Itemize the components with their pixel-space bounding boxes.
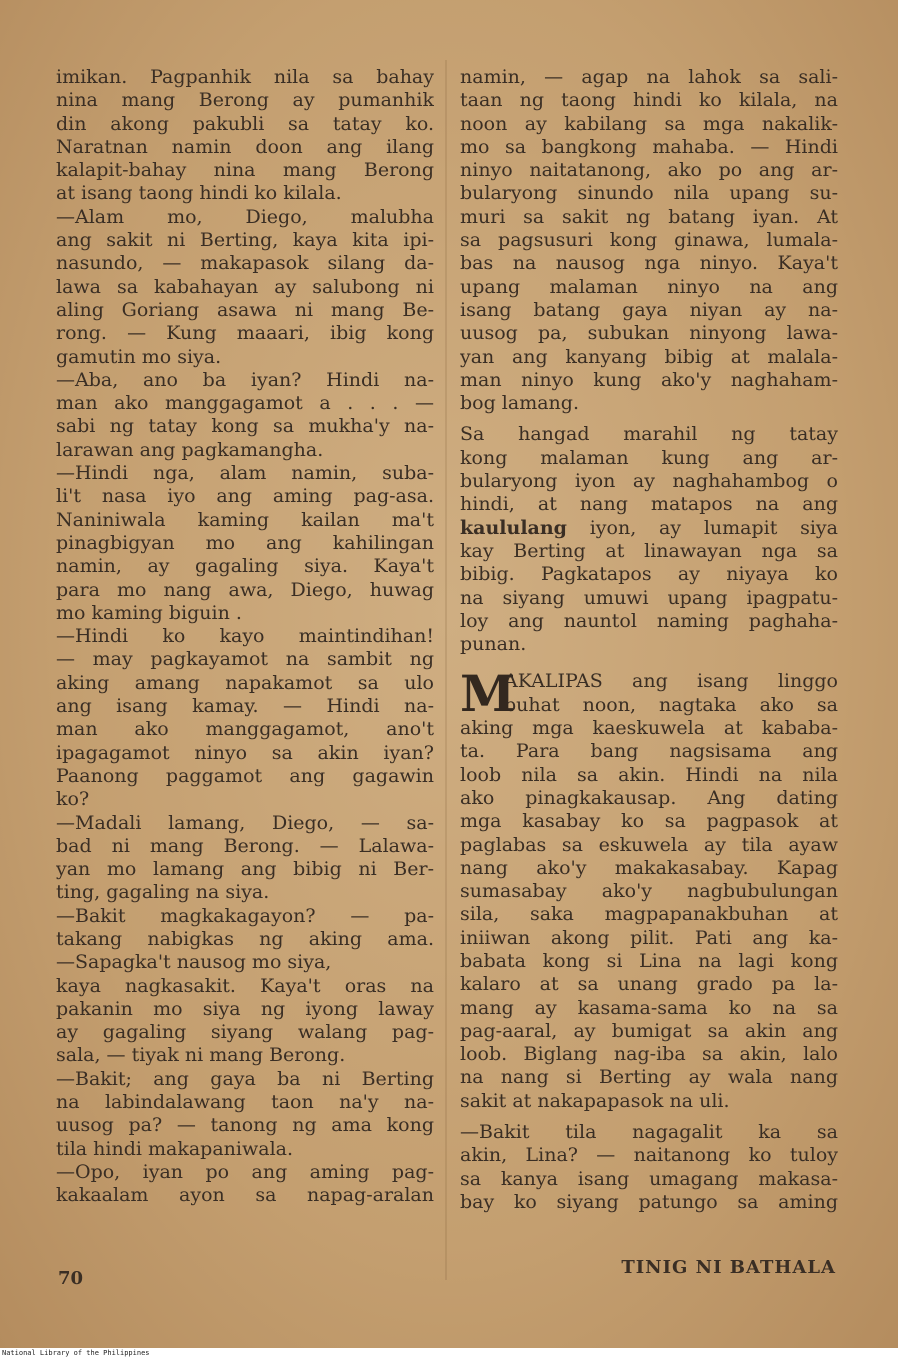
text-line: na siyang umuwi upang ipagpatu- (460, 586, 838, 609)
text-line: nina mang Berong ay pumanhik (56, 89, 434, 112)
left-column (56, 66, 434, 1208)
text-line: rong. — Kung maaari, ibig kong (56, 322, 434, 345)
text-line: para mo nang awa, Diego, huwag (56, 578, 434, 601)
text-line: lawa sa kabahayan ay salubong ni (56, 275, 434, 298)
drop-cap: M (460, 664, 516, 724)
text-line: namin, — agap na lahok sa sali- (460, 66, 838, 88)
text-line: ang sakit ni Berting, kaya kita ipi- (56, 229, 434, 252)
text-line: larawan ang pagkamangha. (56, 438, 324, 461)
text-line: akin, Lina? — naitanong ko tuloy (460, 1144, 838, 1167)
text-line: sabi ng tatay kong sa mukha'y na- (56, 415, 434, 438)
text-line: pakanin mo siya ng iyong laway (56, 997, 434, 1020)
text-line: Naratnan namin doon ang ilang (56, 135, 434, 158)
text-line: ako pinagkakausap. Ang dating (460, 786, 838, 809)
text-line: at isang taong hindi ko kilala. (56, 182, 342, 205)
text-line: man ako manggagamot, ano't (56, 718, 434, 741)
paragraph-makalipas (460, 664, 838, 1113)
text-line: mang ay kasama-sama ko na sa (460, 996, 838, 1019)
text-line: buhat noon, nagtaka ako sa (504, 693, 838, 716)
text-line: kakaalam ayon sa napag-aralan (56, 1184, 434, 1207)
paragraph-lina-question (460, 1121, 838, 1214)
text-line: li't nasa iyo ang aming pag-asa. (56, 485, 434, 508)
text-line: imikan. Pagpanhik nila sa bahay (56, 66, 434, 88)
text-line: man ninyo kung ako'y naghaham- (460, 368, 838, 391)
text-line: man ako manggagamot a . . . — (56, 392, 434, 415)
text-line: nang ako'y makakasabay. Kapag (460, 856, 838, 879)
text-line: babata kong si Lina na lagi kong (460, 949, 838, 972)
text-line: noon ay kabilang sa mga nakalik- (460, 112, 838, 135)
text-line: iniiwan akong pilit. Pati ang ka- (460, 926, 838, 949)
text-line: gamutin mo siya. (56, 345, 222, 368)
column-gutter (445, 60, 447, 1280)
text-line: bibig. Pagkatapos ay niyaya ko (460, 563, 838, 586)
text-line: na labindalawang taon na'y na- (56, 1091, 434, 1114)
text-line: hindi, at nang matapos na ang (460, 493, 838, 516)
text-line: sa kanya isang umagang makasa- (460, 1167, 838, 1190)
text-line: aking amang napakamot sa ulo (56, 671, 434, 694)
text-line: bad ni mang Berong. — Lalawa- (56, 834, 434, 857)
text-line: loob. Biglang nag-iba sa akin, lalo (460, 1043, 838, 1066)
text-line: loob nila sa akin. Hindi na nila (460, 763, 838, 786)
text-line: namin, ay gagaling siya. Kaya't (56, 555, 434, 578)
text-line: mga kasabay ko sa pagpasok at (460, 810, 838, 833)
text-line: —Hindi nga, alam namin, suba- (56, 462, 434, 485)
text-line: kaululang iyon, ay lumapit siya (460, 516, 838, 539)
text-line: sa pagsusuri kong ginawa, lumala- (460, 229, 838, 252)
text-line: ninyo naitatanong, ako po ang ar- (460, 159, 838, 182)
text-line: —Bakit magkakagayon? — pa- (56, 904, 434, 927)
page-number: 70 (58, 1268, 84, 1289)
text-line: punan. (460, 633, 527, 656)
text-line: uusog pa, subukan ninyong lawa- (460, 322, 838, 345)
text-line: na nang si Berting ay wala nang (460, 1066, 838, 1089)
text-line: —Madali lamang, Diego, — sa- (56, 811, 434, 834)
library-credit: National Library of the Philippines (2, 1349, 150, 1357)
paragraph-arbularyo-speech (460, 66, 838, 415)
text-line: kay Berting at linawayan nga sa (460, 539, 838, 562)
text-line: ko? (56, 788, 90, 811)
text-line: —Aba, ano ba iyan? Hindi na- (56, 368, 434, 391)
text-line: sala, — tiyak ni mang Berong. (56, 1044, 346, 1067)
text-line: ay gagaling siyang walang pag- (56, 1021, 434, 1044)
text-line: pinagbigyan mo ang kahilingan (56, 531, 434, 554)
emphasis-word: kaululang (460, 516, 567, 539)
text-line: isang batang gaya niyan ay na- (460, 298, 838, 321)
text-line: bas na nausog nga ninyo. Kaya't (460, 252, 838, 275)
text-line: mo kaming biguin . (56, 601, 242, 624)
text-line: kalapit-bahay nina mang Berong (56, 159, 434, 182)
text-line: bay ko siyang patungo sa aming (460, 1190, 838, 1213)
text-line: bularyong iyon ay naghahambog o (460, 470, 838, 493)
text-line: —Hindi ko kayo maintindihan! (56, 625, 434, 648)
text-line: kalaro at sa unang grado pa la- (460, 973, 838, 996)
text-line: —Opo, iyan po ang aming pag- (56, 1160, 434, 1183)
text-line: tila hindi makapaniwala. (56, 1137, 294, 1160)
text-line: ang isang kamay. — Hindi na- (56, 695, 434, 718)
text-line: uusog pa? — tanong ng ama kong (56, 1114, 434, 1137)
running-head: TINIG NI BATHALA (621, 1257, 836, 1278)
text-line: Naniniwala kaming kailan ma't (56, 508, 434, 531)
text-line: —Alam mo, Diego, malubha (56, 205, 434, 228)
text-line: muri sa sakit ng batang iyan. At (460, 205, 838, 228)
text-line: taan ng taong hindi ko kilala, na (460, 89, 838, 112)
text-line: takang nabigkas ng aking ama. (56, 927, 434, 950)
text-line: mo sa bangkong mahaba. — Hindi (460, 135, 838, 158)
text-line: — may pagkayamot na sambit ng (56, 648, 434, 671)
text-line: sumasabay ako'y nagbubulungan (460, 880, 838, 903)
text-line: kong malaman kung ang ar- (460, 446, 838, 469)
text-line: Sa hangad marahil ng tatay (460, 423, 838, 446)
text-line: —Bakit tila nagagalit ka sa (460, 1121, 838, 1144)
text-line: aling Goriang asawa ni mang Be- (56, 298, 434, 321)
text-line: —Bakit; ang gaya ba ni Berting (56, 1067, 434, 1090)
paragraph-tatay-decision (460, 423, 838, 656)
text-line: Paanong paggamot ang gagawin (56, 764, 434, 787)
text-line: ting, gagaling na siya. (56, 881, 270, 904)
text-line: bog lamang. (460, 392, 579, 415)
text-line: aking mga kaeskuwela at kababa- (460, 717, 838, 740)
text-line: sakit at nakapapasok na uli. (460, 1089, 730, 1112)
text-line: sila, saka magpapanakbuhan at (460, 903, 838, 926)
right-column (460, 66, 838, 1214)
text-line: pag-aaral, ay bumigat sa akin ang (460, 1019, 838, 1042)
text-line: AKALIPAS ang isang linggo (504, 670, 838, 693)
text-line: —Sapagka't nausog mo siya, (56, 951, 332, 974)
text-line: kaya nagkasakit. Kaya't oras na (56, 974, 434, 997)
text-line: nasundo, — makapasok silang da- (56, 252, 434, 275)
text-line: bularyong sinundo nila upang su- (460, 182, 838, 205)
text-line: ipagagamot ninyo sa akin iyan? (56, 741, 434, 764)
text-line: paglabas sa eskuwela ay tila ayaw (460, 833, 838, 856)
text-line: yan mo lamang ang bibig ni Ber- (56, 858, 434, 881)
text-line: upang malaman ninyo na ang (460, 275, 838, 298)
text-line: ta. Para bang nagsisama ang (460, 740, 838, 763)
text-line: din akong pakubli sa tatay ko. (56, 112, 434, 135)
text-line: loy ang nauntol naming paghaha- (460, 609, 838, 632)
text-line: yan ang kanyang bibig at malala- (460, 345, 838, 368)
